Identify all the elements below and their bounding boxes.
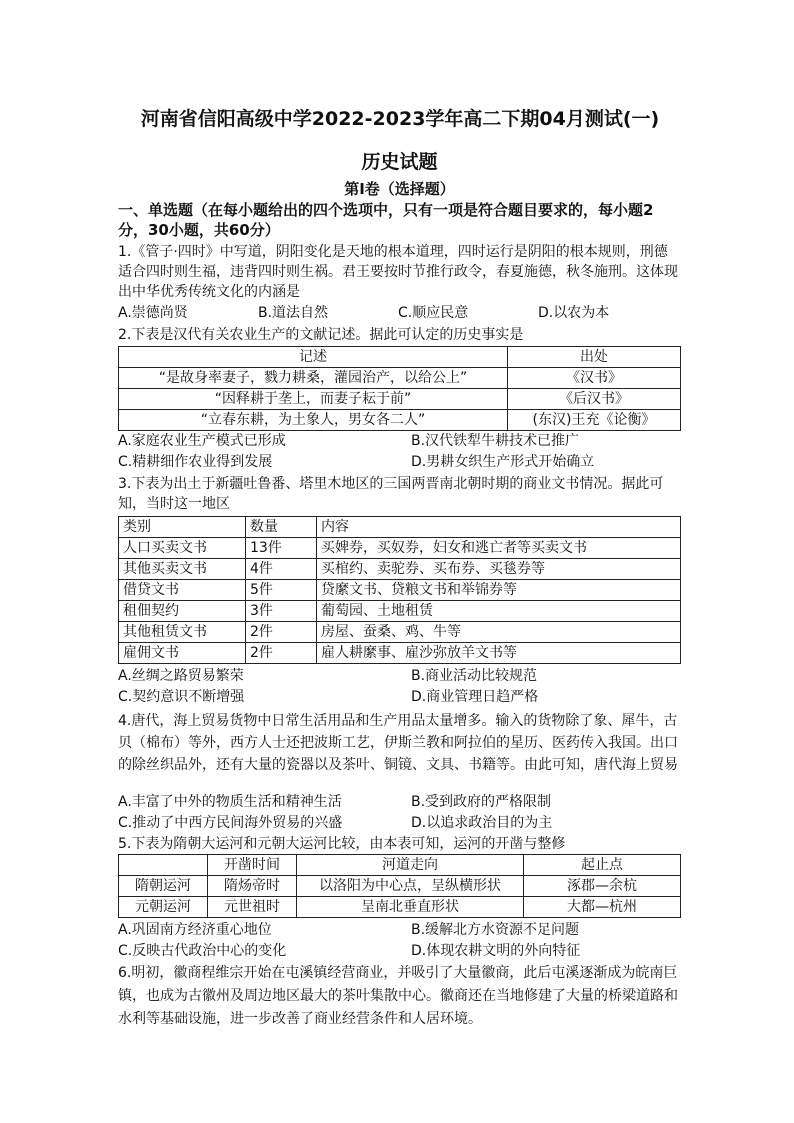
table-cell: 2件: [246, 622, 317, 643]
table-row: [119, 622, 681, 643]
table-cell: 买棺约、卖驼券、买布券、买毯券等: [317, 559, 681, 580]
option-a: A.丰富了中外的物质生活和精神生活: [118, 794, 342, 810]
exam-title: 河南省信阳高级中学2022-2023学年高二下期04月测试(一): [140, 108, 660, 130]
option-d: D.男耕女织生产形式开始确立: [411, 454, 595, 470]
table-header: 数量: [246, 517, 317, 538]
table-cell: 其他买卖文书: [119, 559, 246, 580]
option-a: A.崇德尚贤: [118, 305, 188, 321]
option-d: D.以农为本: [538, 305, 610, 321]
option-c: C.精耕细作农业得到发展: [118, 454, 273, 470]
table-cell: 借贷文书: [119, 580, 246, 601]
section-heading: 一、单选题（在每小题给出的四个选项中，只有一项是符合题目要求的，每小题2分，30小题，共60分）: [118, 201, 654, 239]
table-cell: 租佃契约: [119, 601, 246, 622]
table-row: [119, 559, 681, 580]
table-cell: 雇佣文书: [119, 643, 246, 664]
option-c: C.顺应民意: [398, 305, 469, 321]
table-cell: 隋朝运河: [119, 876, 208, 897]
table-cell: 贷縻文书、贷粮文书和举锦券等: [317, 580, 681, 601]
question-2-stem: 2.下表是汉代有关农业生产的文献记述。据此可认定的历史事实是: [118, 327, 524, 343]
option-c: C.推动了中西方民间海外贸易的兴盛: [118, 815, 343, 831]
table-header-row: [119, 517, 681, 538]
table-cell: 其他租赁文书: [119, 622, 246, 643]
table-row: [119, 876, 681, 897]
table-cell: (东汉)王充《论衡》: [508, 410, 681, 431]
option-a: A.巩固南方经济重心地位: [118, 922, 272, 938]
table-row: [119, 410, 681, 431]
option-b: B.汉代铁犁牛耕技术已推广: [411, 433, 580, 449]
table-cell: 买婢券，买奴券，妇女和逃亡者等买卖文书: [317, 538, 681, 559]
table-row: [119, 538, 681, 559]
table-cell: 2件: [246, 643, 317, 664]
question-5-options: [118, 920, 681, 962]
option-b: B.道法自然: [258, 305, 329, 321]
table-cell: “立春东耕，为土象人，男女各二人”: [119, 410, 508, 431]
table-cell: 元朝运河: [119, 897, 208, 918]
question-2-table: [118, 346, 681, 431]
table-cell: 涿郡—余杭: [524, 876, 681, 897]
table-cell: “是故身率妻子，戮力耕桑，灌园治产，以给公上”: [119, 368, 508, 389]
table-cell: 元世祖时: [208, 897, 297, 918]
table-cell: 大都—杭州: [524, 897, 681, 918]
part-title: 第Ⅰ卷（选择题）: [344, 180, 455, 198]
subject-title: 历史试题: [361, 151, 438, 173]
option-b: B.缓解北方水资源不足问题: [411, 922, 580, 938]
option-a: A.家庭农业生产模式已形成: [118, 433, 286, 449]
table-cell: “因释耕于垄上，而妻子耘于前”: [119, 389, 508, 410]
question-6-stem: 6.明初，徽商程维宗开始在屯溪镇经营商业，并吸引了大量徽商，此后屯溪逐渐成为皖南巨镇，也成为古徽州及周边地区最大的茶叶集散中心。徽商还在当地修建了大量的桥梁道路和水利等基础设施，进一步改善了商业经营条件和人居环境。: [118, 965, 678, 1027]
table-header: 记述: [119, 347, 508, 368]
table-cell: 3件: [246, 601, 317, 622]
question-3-table: [118, 516, 681, 664]
table-cell: 人口买卖文书: [119, 538, 246, 559]
table-header: 内容: [317, 517, 681, 538]
table-header: 出处: [508, 347, 681, 368]
question-4-stem: 4.唐代，海上贸易货物中日常生活用品和生产用品太量增多。输入的货物除了象、犀牛，古贝（棉布）等外，西方人士还把波斯工艺，伊斯兰教和阿拉伯的星历、医药传入我国。出口的除丝织品外，还有大量的瓷器以及茶叶、铜镜、文具、书籍等。由此可知，唐代海上贸易: [118, 713, 678, 773]
table-cell: 隋炀帝时: [208, 876, 297, 897]
table-header: [119, 855, 208, 876]
table-row: [119, 580, 681, 601]
table-header-row: [119, 855, 681, 876]
option-a: A.丝绸之路贸易繁荣: [118, 668, 244, 684]
table-cell: 《后汉书》: [508, 389, 681, 410]
table-cell: 葡萄园、土地租赁: [317, 601, 681, 622]
table-cell: 呈南北垂直形状: [297, 897, 524, 918]
table-row: [119, 643, 681, 664]
option-d: D.以追求政治目的为主: [411, 815, 553, 831]
question-3-stem: 3.下表为出土于新疆吐鲁番、塔里木地区的三国两晋南北朝时期的商业文书情况。据此可知，当时这一地区: [118, 476, 664, 512]
table-header: 开凿时间: [208, 855, 297, 876]
table-row: [119, 389, 681, 410]
table-header-row: [119, 347, 681, 368]
table-header: 类别: [119, 517, 246, 538]
option-c: C.契约意识不断增强: [118, 689, 245, 705]
table-cell: 4件: [246, 559, 317, 580]
option-b: B.受到政府的严格限制: [411, 794, 552, 810]
option-c: C.反映古代政治中心的变化: [118, 943, 287, 959]
question-5-table: [118, 854, 681, 918]
table-header: 起止点: [524, 855, 681, 876]
table-cell: 《汉书》: [508, 368, 681, 389]
table-cell: 房屋、蚕桑、鸡、牛等: [317, 622, 681, 643]
table-cell: 13件: [246, 538, 317, 559]
question-3-options: [118, 666, 681, 708]
question-1-stem: 1.《管子·四时》中写道，阴阳变化是天地的根本道理，四时运行是阴阳的根本规则，刑德适合四时则生福，违背四时则生祸。君王要按时节推行政令，春夏施德，秋冬施刑。这体现出中华优秀传统文化的内涵是: [118, 244, 678, 300]
table-header: 河道走向: [297, 855, 524, 876]
table-row: [119, 601, 681, 622]
question-1-options: [118, 303, 681, 324]
question-2-options: [118, 431, 681, 473]
table-cell: 雇人耕縻事、雇沙弥放羊文书等: [317, 643, 681, 664]
table-row: [119, 897, 681, 918]
option-d: D.商业管理日趋严格: [411, 689, 539, 705]
option-b: B.商业活动比较规范: [411, 668, 538, 684]
table-cell: 5件: [246, 580, 317, 601]
table-row: [119, 368, 681, 389]
table-cell: 以洛阳为中心点，呈纵横形状: [297, 876, 524, 897]
question-5-stem: 5.下表为隋朝大运河和元朝大运河比较，由本表可知，运河的开凿与整修: [118, 836, 566, 852]
question-4-options: [118, 792, 681, 834]
option-d: D.体现农耕文明的外向特征: [411, 943, 581, 959]
